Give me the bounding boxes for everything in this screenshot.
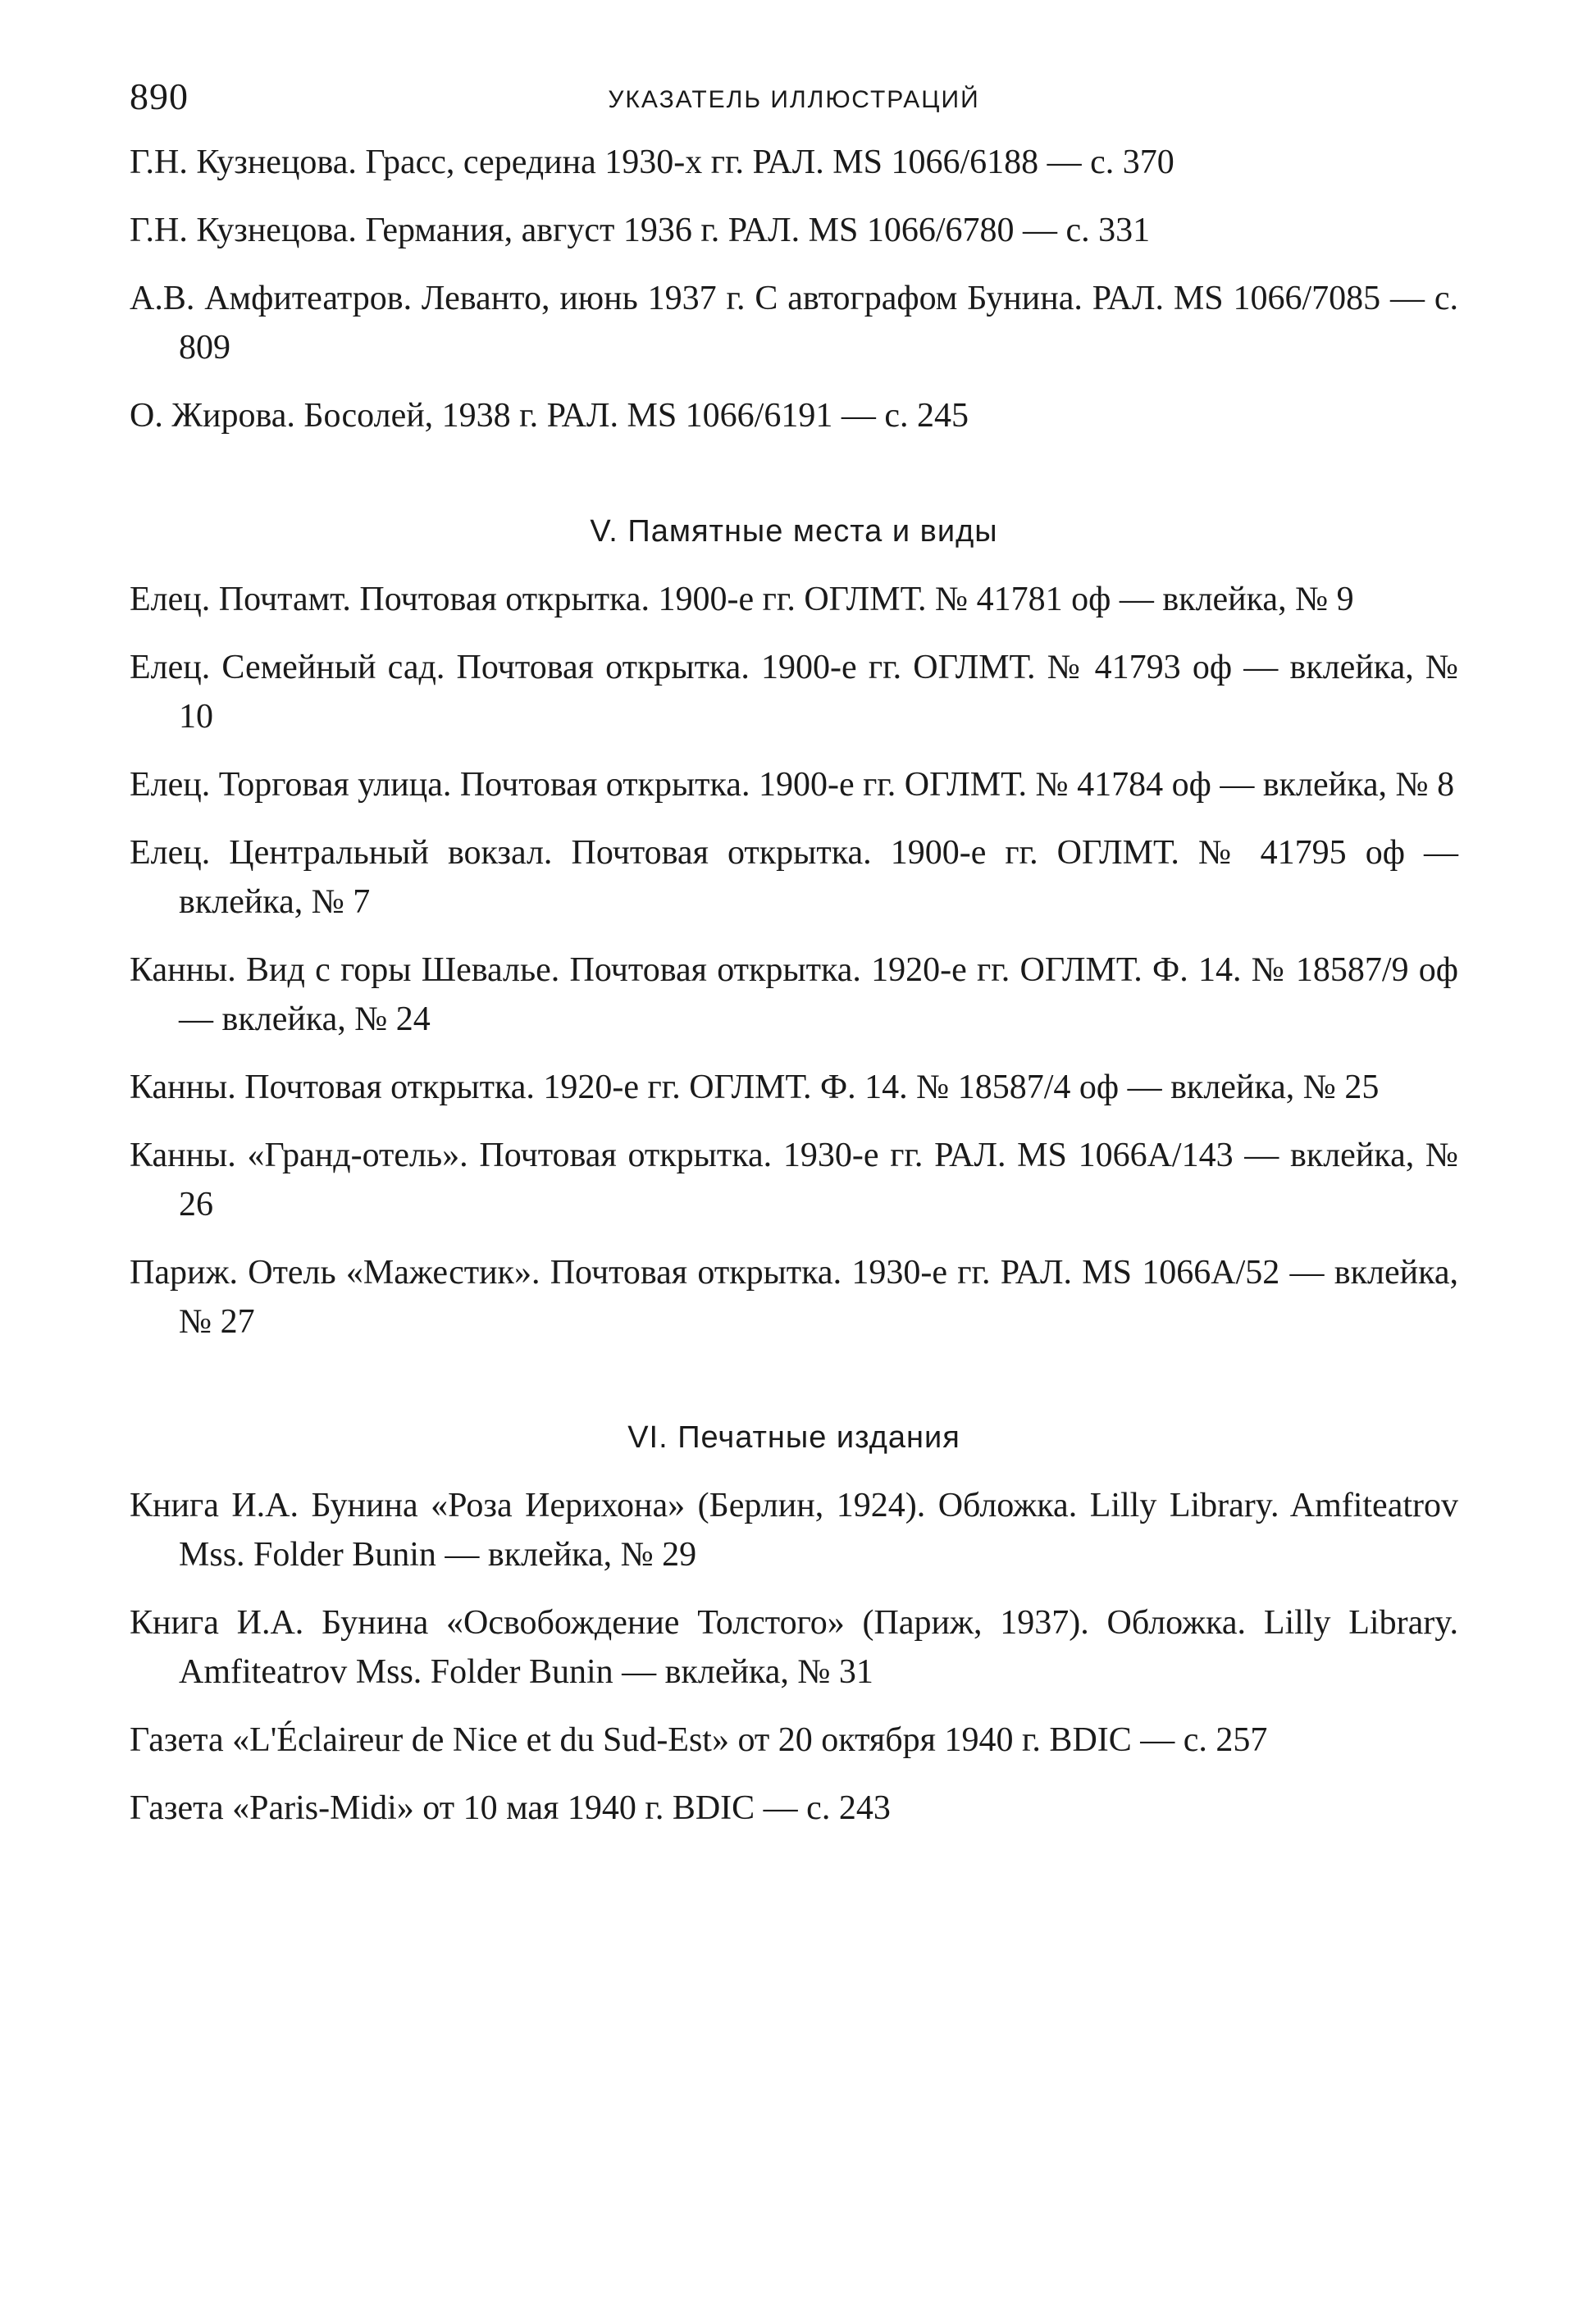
section-heading: VI. Печатные издания	[627, 1420, 960, 1455]
list-item: Елец. Почтамт. Почтовая открытка. 1900-е гг. ОГЛМТ. № 41781 оф — вклейка, № 9	[130, 581, 1354, 618]
section-spacer	[130, 459, 1458, 507]
section-heading: V. Памятные места и виды	[590, 514, 998, 549]
list-item: Книга И.А. Бунина «Роза Иерихона» (Берлин, 1924). Обложка. Lilly Library. Amfiteatrov Mss. Folder Bunin — вклейка, № 29	[130, 1487, 1458, 1574]
list-item: Газета «Paris-Midi» от 10 мая 1940 г. BDIC — с. 243	[130, 1789, 891, 1827]
list-item: Канны. «Гранд-отель». Почтовая открытка. 1930-е гг. РАЛ. MS 1066A/143 — вклейка, № 26	[130, 1137, 1458, 1224]
top-entries-list	[130, 138, 1458, 440]
list-item: Канны. Почтовая открытка. 1920-е гг. ОГЛМТ. Ф. 14. № 18587/4 оф — вклейка, № 25	[130, 1069, 1380, 1106]
section-spacer	[130, 1365, 1458, 1413]
list-item: Елец. Центральный вокзал. Почтовая открытка. 1900-е гг. ОГЛМТ. № 41795 оф — вклейка, № 7	[130, 834, 1458, 921]
section-places-and-views	[130, 507, 1458, 1347]
list-item: Газета «L'Éclaireur de Nice et du Sud-Est» от 20 октября 1940 г. BDIC — с. 257	[130, 1721, 1268, 1759]
page-content	[130, 138, 1458, 1852]
running-title: УКАЗАТЕЛЬ ИЛЛЮСТРАЦИЙ	[608, 86, 980, 113]
list-item: Париж. Отель «Мажестик». Почтовая открытка. 1930-е гг. РАЛ. MS 1066A/52 — вклейка, № 27	[130, 1254, 1458, 1341]
list-item: Канны. Вид с горы Шевалье. Почтовая открытка. 1920-е гг. ОГЛМТ. Ф. 14. № 18587/9 оф — вклейка, № 24	[130, 951, 1458, 1038]
list-item: Книга И.А. Бунина «Освобождение Толстого» (Париж, 1937). Обложка. Lilly Library. Amfiteatrov Mss. Folder Bunin — вклейка, № 31	[130, 1604, 1458, 1691]
list-item: А.В. Амфитеатров. Леванто, июнь 1937 г. С автографом Бунина. РАЛ. MS 1066/7085 — с. 809	[130, 280, 1458, 367]
list-item: О. Жирова. Босолей, 1938 г. РАЛ. MS 1066/6191 — с. 245	[130, 397, 969, 435]
section-printed-editions	[130, 1413, 1458, 1833]
list-item: Г.Н. Кузнецова. Грасс, середина 1930-х гг. РАЛ. MS 1066/6188 — с. 370	[130, 144, 1174, 181]
page-number: 890	[130, 75, 189, 117]
page-header	[130, 72, 1458, 121]
list-item: Елец. Торговая улица. Почтовая открытка. 1900-е гг. ОГЛМТ. № 41784 оф — вклейка, № 8	[130, 766, 1455, 804]
list-item: Елец. Семейный сад. Почтовая открытка. 1900-е гг. ОГЛМТ. № 41793 оф — вклейка, № 10	[130, 649, 1458, 736]
list-item: Г.Н. Кузнецова. Германия, август 1936 г. РАЛ. MS 1066/6780 — с. 331	[130, 212, 1151, 249]
